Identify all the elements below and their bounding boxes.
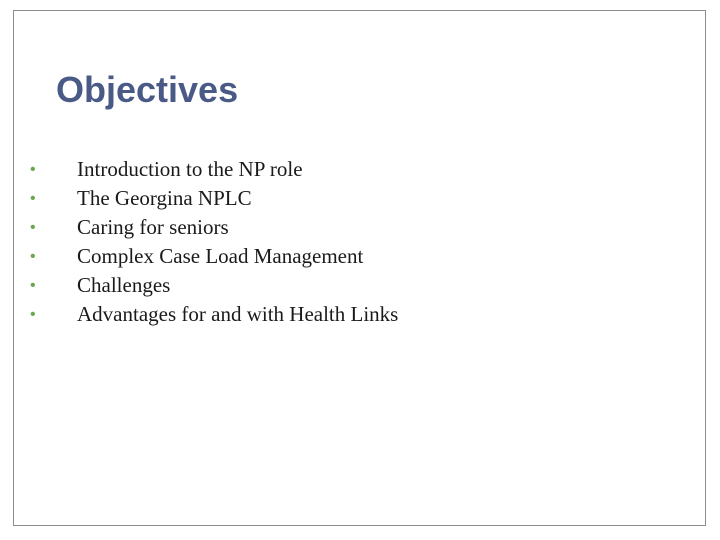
- list-item: [30, 184, 398, 213]
- list-item: [30, 242, 398, 271]
- bullet-icon: •: [30, 218, 36, 236]
- list-item: [30, 155, 398, 184]
- list-item-text: Introduction to the NP role: [77, 157, 303, 181]
- bullet-icon: •: [30, 160, 36, 178]
- bullet-icon: •: [30, 247, 36, 265]
- list-item: [30, 271, 398, 300]
- list-item-text: Challenges: [77, 273, 171, 297]
- bullet-icon: •: [30, 305, 36, 323]
- slide-title: Objectives: [56, 69, 239, 110]
- list-item-text: Advantages for and with Health Links: [77, 302, 399, 326]
- list-item-text: Caring for seniors: [77, 215, 229, 239]
- objectives-list: [30, 155, 398, 329]
- bullet-icon: •: [30, 189, 36, 207]
- list-item-text: The Georgina NPLC: [77, 186, 252, 210]
- bullet-icon: •: [30, 276, 36, 294]
- list-item-text: Complex Case Load Management: [77, 244, 364, 268]
- list-item: [30, 300, 398, 329]
- list-item: [30, 213, 398, 242]
